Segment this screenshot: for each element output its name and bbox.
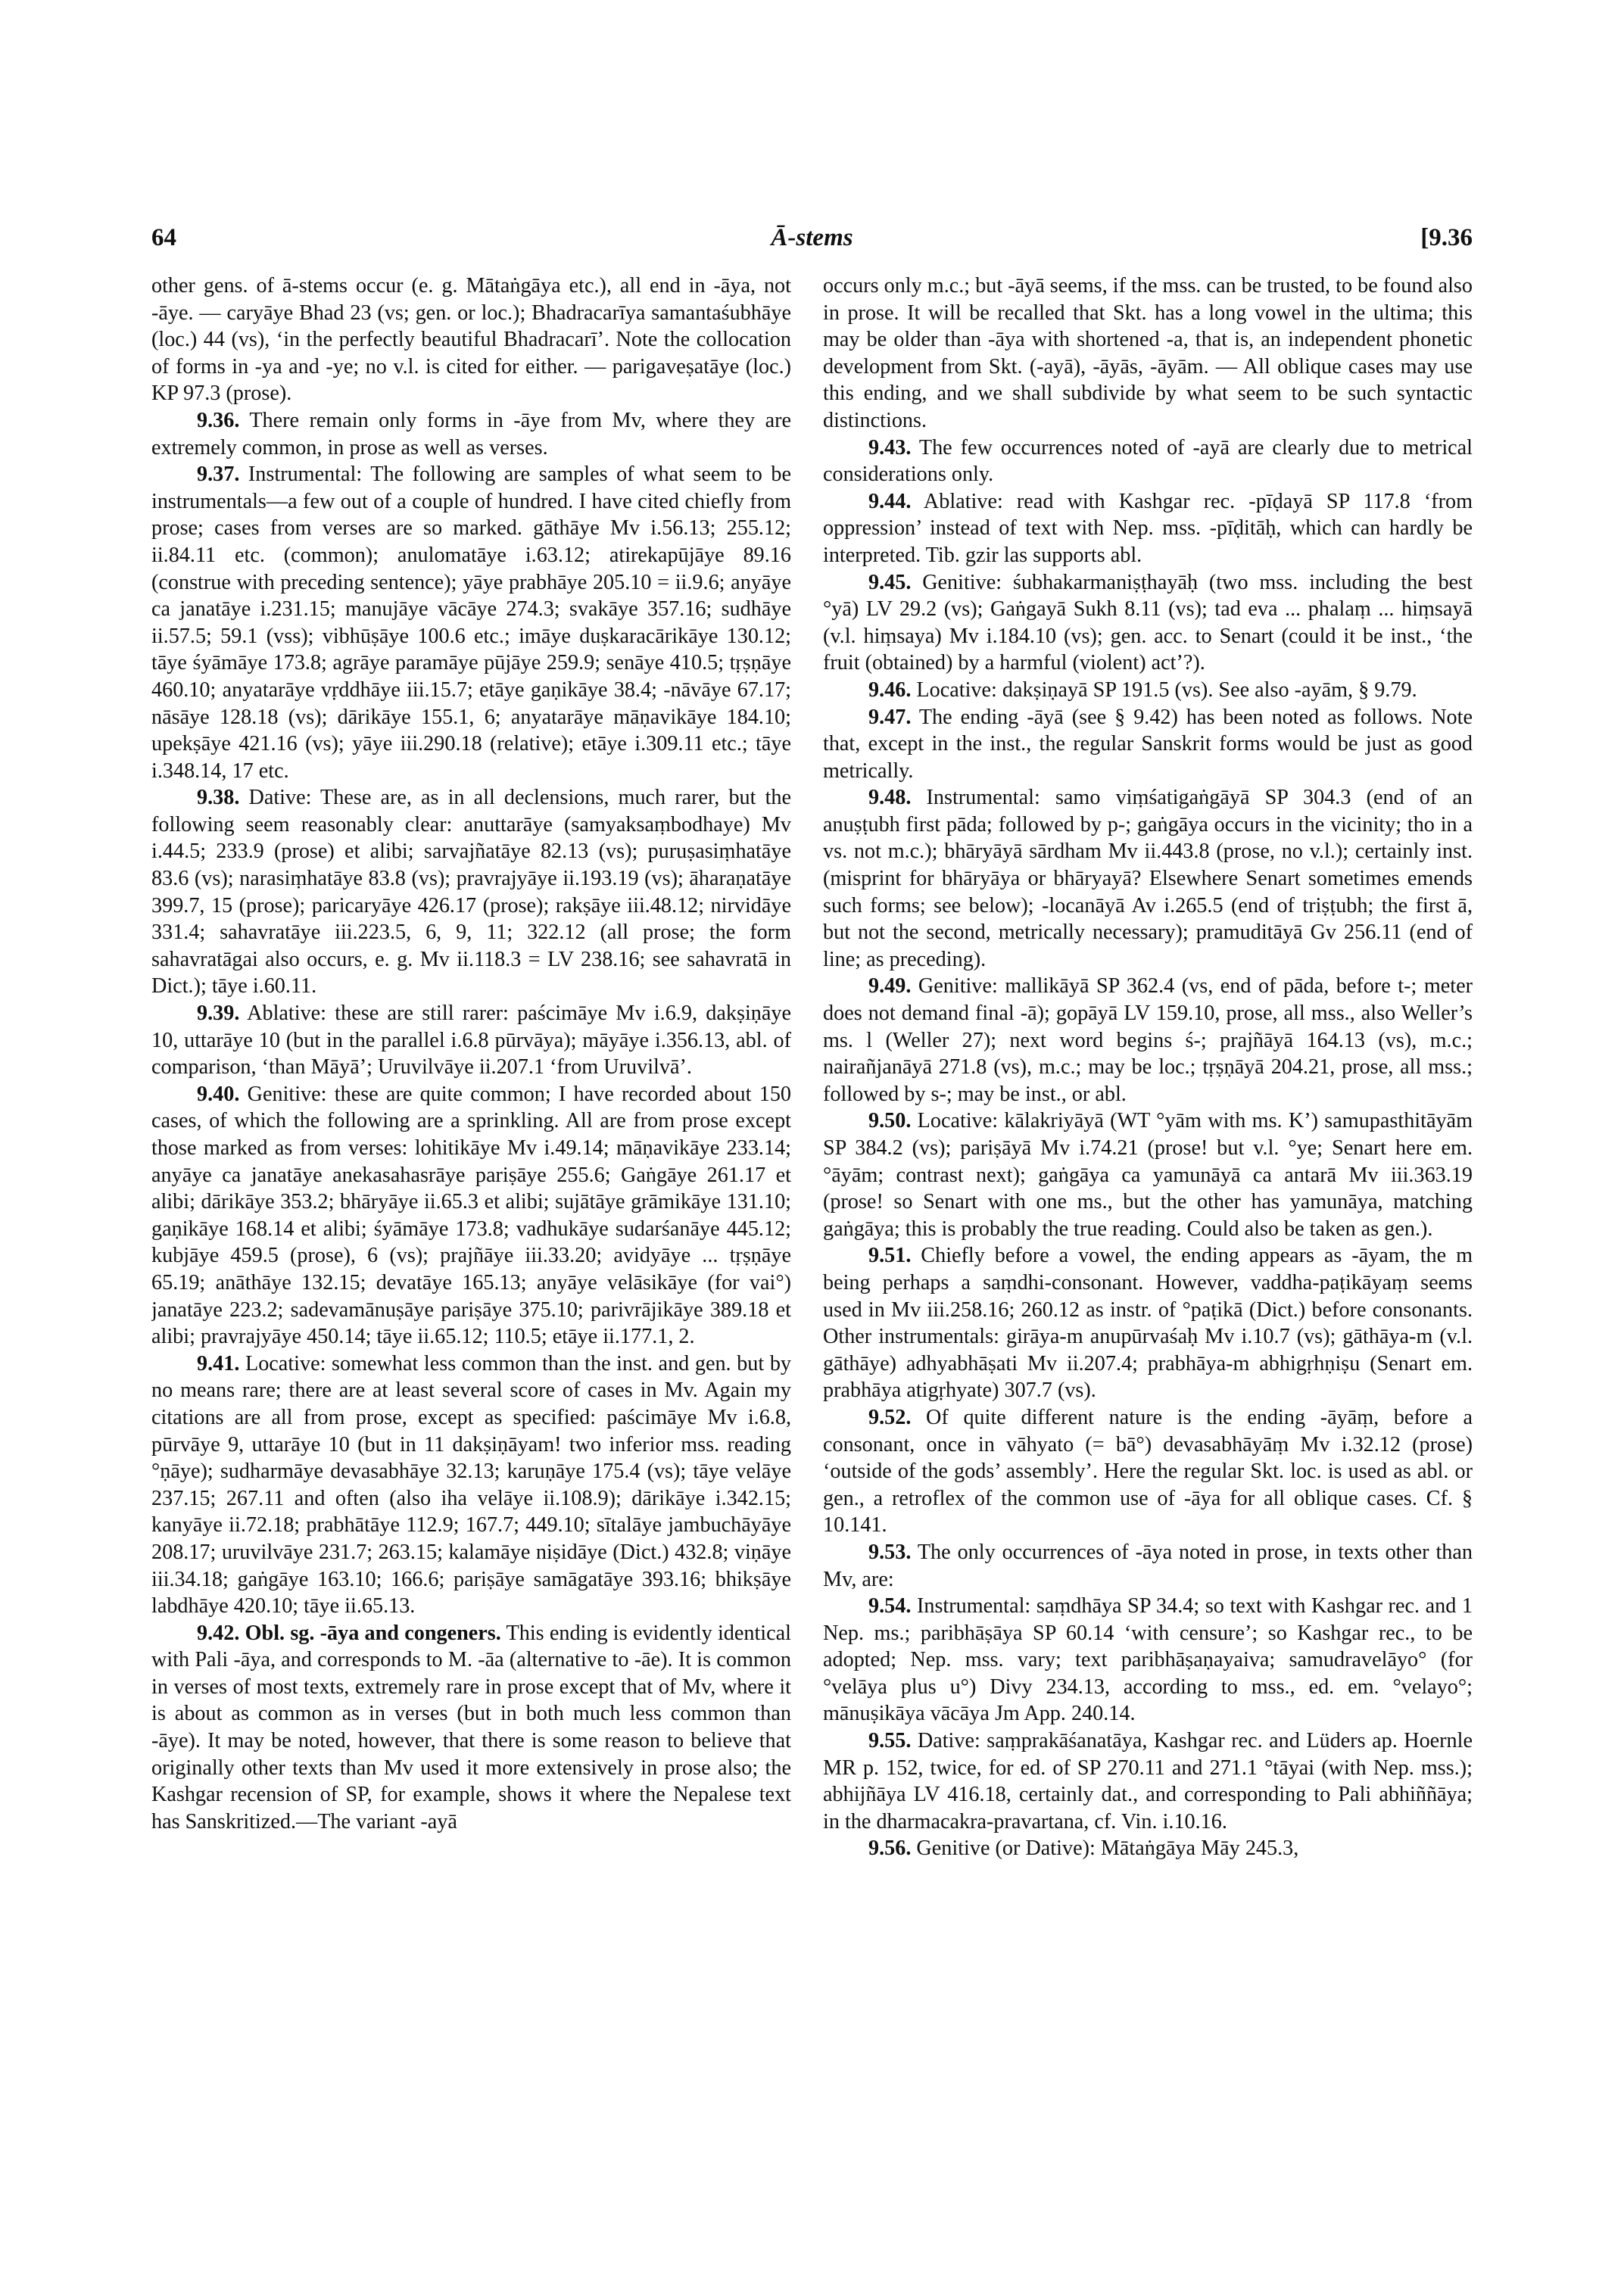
paragraph-p-941 <box>151 1351 791 1620</box>
paragraph-text: Instrumental: saṃdhāya SP 34.4; so text with Kashgar rec. and 1 Nep. ms.; paribhāṣāya SP 60.14 ‘with censure’; so Kashgar rec., to be adopted; Nep. mss. vary; text paribhāṣaṇayaiva; samudravelāyo° (for °velāya plus u°) Divy 234.13, according to mss., ed. em. °velayo°; mānuṣikāya vācāya Jm App. 240.14. <box>823 1594 1473 1726</box>
section-number: 9.45. <box>868 570 912 594</box>
paragraph-p-956 <box>823 1835 1473 1862</box>
section-number: 9.49. <box>868 974 912 999</box>
paragraph-text: The few occurrences noted of -ayā are clearly due to metrical considerations only. <box>823 435 1473 487</box>
section-reference: [9.36 <box>1420 224 1473 251</box>
section-number: 9.44. <box>868 489 912 513</box>
section-number: 9.36. <box>197 408 240 432</box>
paragraph-p-946 <box>823 677 1473 704</box>
paragraph-text: Chiefly before a vowel, the ending appears as -āyam, the m being perhaps a saṃdhi-consonant. However, vaddha-paṭikāyaṃ seems used in Mv iii.258.16; 260.12 as instr. of °paṭikā (Dict.) before consonants. Other instrumentals: girāya-m anupūrvaśaḥ Mv i.10.7 (vs); gāthāya-m (v.l. gāthāye) adhyabhāṣati Mv ii.207.4; prabhāya-m abhigṛhṇiṣu (Senart em. prabhāya atigṛhyate) 307.7 (vs). <box>823 1244 1473 1403</box>
section-number: 9.47. <box>868 705 912 729</box>
section-number: 9.55. <box>868 1729 912 1753</box>
paragraph-text: There remain only forms in -āye from Mv, where they are extremely common, in prose as well as verses. <box>151 408 791 460</box>
paragraph-p-942 <box>151 1620 791 1836</box>
paragraph-text: Dative: These are, as in all declensions, much rarer, but the following seem reasonably clear: anuttarāye (samyaksaṃbodhaye) Mv i.44.5; 233.9 (prose) et alibi; sarvajñatāye 82.13 (vs); puruṣasiṃhatāye 83.6 (vs); narasiṃhatāye 83.8 (vs); pravrajyāye ii.193.19 (vs); āharaṇatāye 399.7, 15 (prose); paricaryāye 426.17 (prose); rakṣāye iii.48.12; nirvidāye 331.4; sahavratāye iii.223.5, 6, 9, 11; 322.12 (all prose; the form sahavratāgai also occurs, e. g. Mv ii.118.3 = LV 238.16; see sahavratā in Dict.); tāye i.60.11. <box>151 786 791 999</box>
section-number: 9.37. <box>197 463 240 487</box>
paragraph-text: Locative: dakṣiṇayā SP 191.5 (vs). See also -ayām, § 9.79. <box>916 678 1417 702</box>
page-number: 64 <box>151 224 176 251</box>
paragraph-text: Ablative: read with Kashgar rec. -pīḍayā SP 117.8 ‘from oppression’ instead of text with Nep. mss. -pīḍitāḥ, which can hardly be interpreted. Tib. gzir las supports abl. <box>823 489 1473 567</box>
paragraph-p-936 <box>151 407 791 461</box>
section-number: 9.52. <box>868 1405 912 1429</box>
section-number: 9.50. <box>868 1109 912 1133</box>
paragraph-text: Genitive: these are quite common; I have recorded about 150 cases, of which the following are a sprinkling. All are from prose except those marked as from verses: lohitikāye Mv i.49.14; māṇavikāye 233.14; anyāye ca janatāye anekasahasrāye pariṣāye 255.6; Gaṅgāye 261.17 et alibi; dārikāye 353.2; bhāryāye ii.65.3 et alibi; sujātāye grāmikāye 131.10; gaṇikāye 168.14 et alibi; śyāmāye 173.8; vadhukāye sudarśanāye 445.12; kubjāye 459.5 (prose), 6 (vs); prajñāye iii.33.20; avidyāye ... tṛṣṇāye 65.19; anāthāye 132.15; devatāye 165.13; anyāye velāsikāye (for vai°) janatāye 223.2; sadevamānuṣāye pariṣāye 375.10; parivrājikāye 389.18 et alibi; pravrajyāye 450.14; tāye ii.65.12; 110.5; etāye ii.177.1, 2. <box>151 1082 791 1349</box>
left-column <box>151 273 791 2263</box>
section-number: 9.53. <box>868 1540 912 1564</box>
section-number: 9.42. <box>197 1621 240 1645</box>
paragraph-p-942c <box>823 273 1473 435</box>
paragraph-p-952 <box>823 1404 1473 1539</box>
paragraph-p-955 <box>823 1728 1473 1835</box>
paragraph-p-945 <box>823 569 1473 677</box>
paragraph-p-953 <box>823 1539 1473 1593</box>
paragraph-p-939 <box>151 1000 791 1081</box>
paragraph-text: The ending -āyā (see § 9.42) has been noted as follows. Note that, except in the inst., the regular Sanskrit forms would be just as good metrically. <box>823 705 1473 783</box>
paragraph-p-949 <box>823 973 1473 1108</box>
paragraph-p-937 <box>151 461 791 784</box>
paragraph-text: The only occurrences of -āya noted in prose, in texts other than Mv, are: <box>823 1540 1473 1591</box>
paragraph-text: Locative: somewhat less common than the inst. and gen. but by no means rare; there are at least several score of cases in Mv. Again my citations are all from prose, except as specified: paścimāye Mv i.6.8, pūrvāye 9, uttarāye 10 (but in 11 dakṣiṇāyam! two inferior mss. reading °ṇāye); sudharmāye devasabhāye 32.13; karuṇāye 175.4 (vs); tāye velāye 237.15; 267.11 and often (also iha velāye ii.108.9); dārikāye i.342.15; kanyāye ii.72.18; prabhātāye 112.9; 167.7; 449.10; sītalāye jambuchāyāye 208.17; uruvilvāye 231.7; 263.15; kalamāye niṣidāye (Dict.) 432.8; viṇāye iii.34.18; gaṅgāye 163.10; 166.6; pariṣāye samāgatāye 393.16; bhikṣāye labdhāye 420.10; tāye ii.65.13. <box>151 1351 791 1618</box>
paragraph-text: Locative: kālakriyāyā (WT °yām with ms. K’) samupasthitāyām SP 384.2 (vs); pariṣāyā Mv i.74.21 (prose! but v.l. °ye; Senart here em. °āyām; contrast next); gaṅgāya ca yamunāyā ca antarā Mv iii.363.19 (prose! so Senart with one ms., but the other has yamunāya, matching gaṅgāya; this is probably the true reading. Could also be taken as gen.). <box>823 1109 1473 1241</box>
running-title: Ā-stems <box>771 224 853 251</box>
paragraph-p-943 <box>823 435 1473 488</box>
paragraph-text: Instrumental: samo viṃśatigaṅgāyā SP 304.3 (end of an anuṣṭubh first pāda; followed by p-; gaṅgāya occurs in the vicinity; tho in a vs. not m.c.); bhāryāyā sārdham Mv ii.443.8 (prose, no v.l.); certainly inst. (misprint for bhāryāya or bhāryayā? Elsewhere Senart sometimes emends such forms; see below); -locanāyā Av i.265.5 (end of triṣṭubh; the first ā, but not the second, metrically necessary); pramuditāyā Gv 256.11 (end of line; as preceding). <box>823 786 1473 971</box>
paragraph-p-940 <box>151 1081 791 1351</box>
paragraph-p-947 <box>823 704 1473 785</box>
section-heading: Obl. sg. -āya and congeners. <box>245 1621 501 1645</box>
paragraph-text: Dative: saṃprakāśanatāya, Kashgar rec. and Lüders ap. Hoernle MR p. 152, twice, for ed. of SP 270.11 and 271.1 °tāyai (with Nep. mss.); abhijñāya LV 416.18, certainly dat., and corresponding to Pali abhiññāya; in the dharmacakra-pravartana, cf. Vin. i.10.16. <box>823 1729 1473 1833</box>
paragraph-text: Ablative: these are still rarer: paścimāye Mv i.6.9, dakṣiṇāye 10, uttarāye 10 (but in the parallel i.6.8 pūrvāya); māyāye i.356.13, abl. of comparison, ‘than Māyā’; Uruvilvāye ii.207.1 ‘from Uruvilvā’. <box>151 1002 791 1080</box>
paragraph-p-954 <box>823 1593 1473 1728</box>
paragraph-text: Of quite different nature is the ending -āyāṃ, before a consonant, once in vāhyato (= bā°) devasabhāyāṃ Mv i.32.12 (prose) ‘outside of the gods’ assembly’. Here the regular Skt. loc. is used as abl. or gen., a retroflex of the common use of -āya for all oblique cases. Cf. § 10.141. <box>823 1405 1473 1537</box>
paragraph-text: occurs only m.c.; but -āyā seems, if the mss. can be trusted, to be found also in prose. It will be recalled that Skt. has a long vowel in the ultima; this may be older than -āya with shortened -a, that is, an independent phonetic development from Skt. (-ayā), -āyās, -āyām. — All oblique cases may use this ending, and we shall subdivide by what seem to be such syntactic distinctions. <box>823 274 1473 432</box>
right-column <box>823 273 1473 2263</box>
paragraph-text: Instrumental: The following are samples of what seem to be instrumentals—a few out of a couple of hundred. I have cited chiefly from prose; cases from verses are so marked. gāthāye Mv i.56.13; 255.12; ii.84.11 etc. (common); anulomatāye i.63.12; atirekapūjāye 89.16 (construe with preceding sentence); yāye prabhāye 205.10 = ii.9.6; anyāye ca janatāye i.231.15; manujāye vācāye 274.3; svakāye 357.16; sudhāye ii.57.5; 59.1 (vss); vibhūṣāye 100.6 etc.; imāye duṣkaracārikāye 130.12; tāye śyāmāye 173.8; agrāye paramāye pūjāye 259.9; senāye 410.5; tṛṣṇāye 460.10; anyatarāye vṛddhāye iii.15.7; etāye gaṇikāye 38.4; -nāvāye 67.17; nāsāye 128.18 (vs); dārikāye 155.1, 6; anyatarāye māṇavikāye 184.10; upekṣāye 421.16 (vs); yāye iii.290.18 (relative); etāye i.309.11 etc.; tāye i.348.14, 17 etc. <box>151 463 791 783</box>
section-number: 9.54. <box>868 1594 912 1618</box>
section-number: 9.40. <box>197 1082 240 1106</box>
paragraph-p-948 <box>823 784 1473 973</box>
section-number: 9.43. <box>868 435 912 460</box>
paragraph-text: This ending is evidently identical with Pali -āya, and corresponds to M. -āa (alternative to -āe). It is common in verses of most texts, extremely rare in prose except that of Mv, where it is about as common as in verses (but in both much less common than -āye). It may be noted, however, that there is some reason to believe that originally other texts than Mv used it more extensively in prose also; the Kashgar recension of SP, for example, shows it where the Nepalese text has Sanskritized.—The variant -ayā <box>151 1621 791 1833</box>
section-number: 9.38. <box>197 786 240 810</box>
paragraph-p-cont <box>151 273 791 407</box>
paragraph-text: Genitive: mallikāyā SP 362.4 (vs, end of pāda, before t-; meter does not demand final -ā); gopāyā LV 159.10, prose, all mss., also Weller’s ms. l (Weller 27); next word begins ś-; prajñāyā 164.13 (vs), m.c.; nairañjanāyā 271.8 (vs), m.c.; may be loc.; tṛṣṇāyā 204.21, prose, all mss.; followed by s-; may be inst., or abl. <box>823 974 1473 1106</box>
section-number: 9.56. <box>868 1837 912 1861</box>
paragraph-p-950 <box>823 1108 1473 1242</box>
paragraph-p-944 <box>823 488 1473 569</box>
section-number: 9.41. <box>197 1351 240 1375</box>
paragraph-p-938 <box>151 784 791 1000</box>
paragraph-p-951 <box>823 1242 1473 1404</box>
section-number: 9.51. <box>868 1244 912 1268</box>
section-number: 9.48. <box>868 786 912 810</box>
paragraph-text: other gens. of ā-stems occur (e. g. Mātaṅgāya etc.), all end in -āya, not -āye. — caryāye Bhad 23 (vs; gen. or loc.); Bhadracarīya samantaśubhāye (loc.) 44 (vs), ‘in the perfectly beautiful Bhadracarī’. Note the collocation of forms in -ya and -ye; no v.l. is cited for either. — parigaveṣatāye (loc.) KP 97.3 (prose). <box>151 274 791 406</box>
section-number: 9.46. <box>868 678 912 702</box>
section-number: 9.39. <box>197 1002 240 1026</box>
paragraph-text: Genitive: śubhakarmaniṣṭhayāḥ (two mss. including the best °yā) LV 29.2 (vs); Gaṅgayā Sukh 8.11 (vs); tad eva ... phalaṃ ... hiṃsayā (v.l. hiṃsaya) Mv i.184.10 (vs); gen. acc. to Senart (could it be inst., ‘the fruit (obtained) by a harmful (violent) act’?). <box>823 570 1473 675</box>
paragraph-text: Genitive (or Dative): Mātaṅgāya Māy 245.3, <box>916 1837 1299 1861</box>
running-header <box>151 224 1473 262</box>
